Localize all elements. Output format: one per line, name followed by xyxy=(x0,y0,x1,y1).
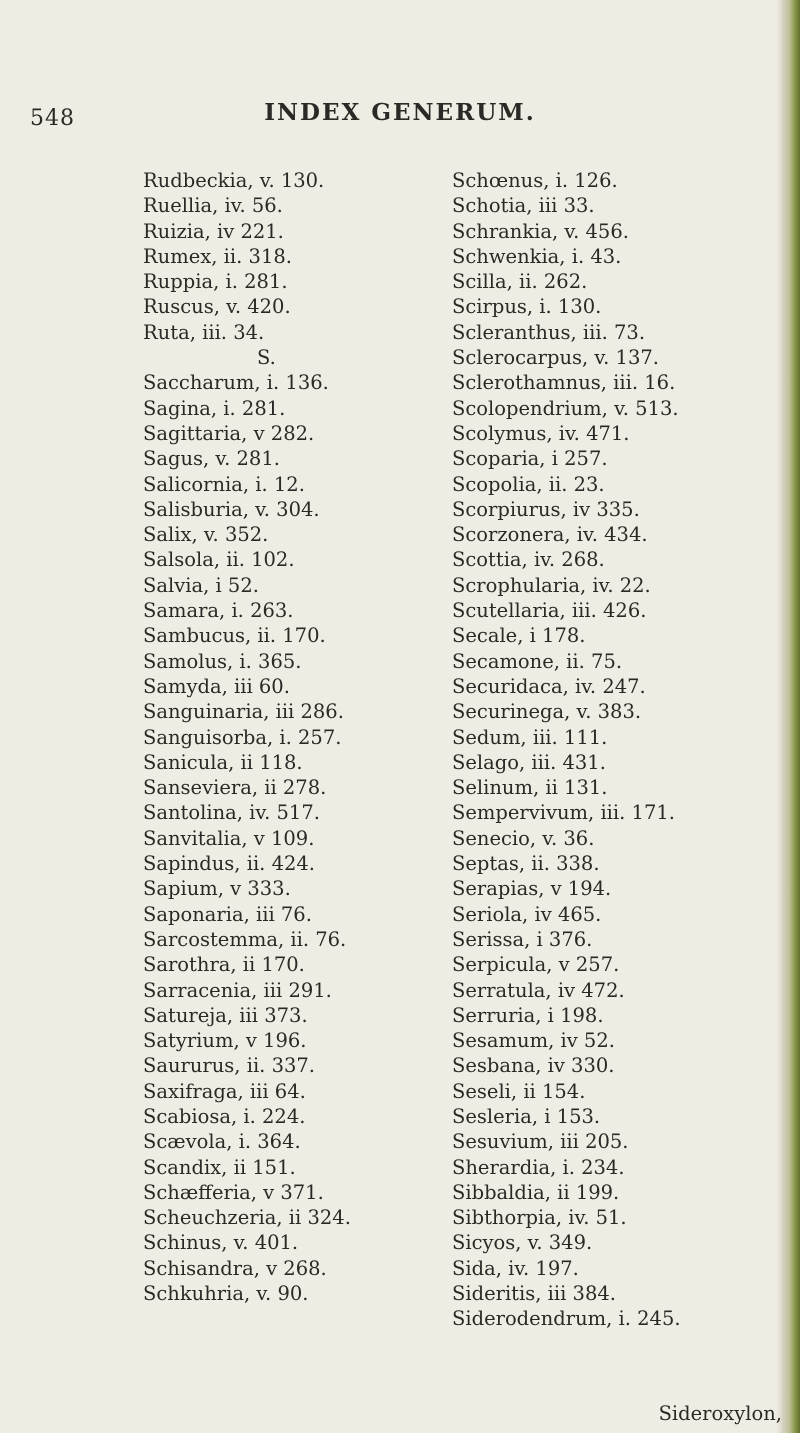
index-entry: Sesleria, i 153. xyxy=(452,1104,601,1128)
index-entry: Sesuvium, iii 205. xyxy=(452,1130,629,1154)
index-entry: Sanseviera, ii 278. xyxy=(143,776,327,800)
index-entry: Saururus, ii. 337. xyxy=(143,1054,315,1078)
index-entry: Septas, ii. 338. xyxy=(452,852,600,876)
index-entry: Sanguisorba, i. 257. xyxy=(143,725,342,749)
index-entry: Scheuchzeria, ii 324. xyxy=(143,1206,351,1230)
index-entry: Schisandra, v 268. xyxy=(143,1256,327,1280)
catchword: Sideroxylon, xyxy=(658,1402,782,1425)
index-entry: Sesamum, iv 52. xyxy=(452,1029,615,1053)
index-entry: Serratula, iv 472. xyxy=(452,978,625,1002)
index-entry: Sida, iv. 197. xyxy=(452,1256,579,1280)
index-entry: Scorzonera, iv. 434. xyxy=(452,523,648,547)
index-entry: Scleranthus, iii. 73. xyxy=(452,320,646,344)
index-entry: Schæfferia, v 371. xyxy=(143,1180,324,1204)
index-entry: Sanguinaria, iii 286. xyxy=(143,700,344,724)
index-entry: Samolus, i. 365. xyxy=(143,649,302,673)
index-entry: Scolymus, iv. 471. xyxy=(452,421,630,445)
index-entry: Santolina, iv. 517. xyxy=(143,801,320,825)
index-entry: Sagus, v. 281. xyxy=(143,447,280,471)
index-entry: Sclerocarpus, v. 137. xyxy=(452,346,659,370)
index-entry: Scolopendrium, v. 513. xyxy=(452,396,679,420)
index-entry: Selinum, ii 131. xyxy=(452,776,608,800)
page-edge-shadow xyxy=(782,0,800,1433)
index-entry: Scilla, ii. 262. xyxy=(452,270,588,294)
index-entry: Schœnus, i. 126. xyxy=(452,169,618,192)
index-entry: Satyrium, v 196. xyxy=(143,1029,307,1053)
index-entry: Serruria, i 198. xyxy=(452,1003,604,1027)
index-entry: Seriola, iv 465. xyxy=(452,902,602,926)
index-entry: Sagina, i. 281. xyxy=(143,396,286,420)
index-entry: Securidaca, iv. 247. xyxy=(452,674,646,698)
index-entry: Secale, i 178. xyxy=(452,624,586,648)
index-entry: Ruppia, i. 281. xyxy=(143,270,288,294)
index-entry: Sambucus, ii. 170. xyxy=(143,624,326,648)
index-column-right xyxy=(452,168,782,1332)
index-entry: Seseli, ii 154. xyxy=(452,1079,586,1103)
index-entry: Scoparia, i 257. xyxy=(452,447,608,471)
index-entry: Scirpus, i. 130. xyxy=(452,295,602,319)
index-entry: Saponaria, iii 76. xyxy=(143,902,312,926)
index-entry: Scabiosa, i. 224. xyxy=(143,1104,306,1128)
index-entry: Ruellia, iv. 56. xyxy=(143,194,283,218)
index-entry: Schrankia, v. 456. xyxy=(452,219,629,243)
index-entry: Ruizia, iv 221. xyxy=(143,219,284,243)
index-entry: Salix, v. 352. xyxy=(143,523,269,547)
index-entry: Sicyos, v. 349. xyxy=(452,1231,593,1255)
index-entry: Scorpiurus, iv 335. xyxy=(452,497,640,521)
index-entry: Scopolia, ii. 23. xyxy=(452,472,605,496)
index-entry: Sclerothamnus, iii. 16. xyxy=(452,371,676,395)
index-entry: Sanvitalia, v 109. xyxy=(143,826,315,850)
index-entry: Sapium, v 333. xyxy=(143,877,291,901)
index-entry: Salvia, i 52. xyxy=(143,573,259,597)
index-entry: Scrophularia, iv. 22. xyxy=(452,573,651,597)
index-entry: Saccharum, i. 136. xyxy=(143,371,329,395)
index-entry: Secamone, ii. 75. xyxy=(452,649,623,673)
index-entry: Salisburia, v. 304. xyxy=(143,497,320,521)
index-entry: Sedum, iii. 111. xyxy=(452,725,608,749)
running-head: INDEX GENERUM. xyxy=(264,99,536,126)
index-entry: Satureja, iii 373. xyxy=(143,1003,308,1027)
index-entry: Sideritis, iii 384. xyxy=(452,1282,616,1306)
index-entry: Ruta, iii. 34. xyxy=(143,320,265,344)
index-entry: Scutellaria, iii. 426. xyxy=(452,599,647,623)
index-entry: Serapias, v 194. xyxy=(452,877,612,901)
index-entry: Serissa, i 376. xyxy=(452,927,593,951)
index-entry: Siderodendrum, i. 245. xyxy=(452,1307,681,1331)
index-entry: Schwenkia, i. 43. xyxy=(452,244,622,268)
index-entry: Scottia, iv. 268. xyxy=(452,548,605,572)
index-entry: Rudbeckia, v. 130. xyxy=(143,169,325,192)
index-entry: Sibbaldia, ii 199. xyxy=(452,1180,620,1204)
index-entry: Schkuhria, v. 90. xyxy=(143,1282,309,1306)
index-entry: Serpicula, v 257. xyxy=(452,953,620,977)
index-entry: Selago, iii. 431. xyxy=(452,750,606,774)
index-entry: Scandix, ii 151. xyxy=(143,1155,296,1179)
index-entry: Sagittaria, v 282. xyxy=(143,421,315,445)
index-entry: Sarothra, ii 170. xyxy=(143,953,305,977)
index-entry: Sesbana, iv 330. xyxy=(452,1054,615,1078)
index-column-left xyxy=(143,168,463,1306)
index-entry: Sanicula, ii 118. xyxy=(143,750,303,774)
index-entry: Samara, i. 263. xyxy=(143,599,294,623)
index-entry: Sarcostemma, ii. 76. xyxy=(143,927,347,951)
index-entry: Samyda, iii 60. xyxy=(143,674,290,698)
index-entry: Sibthorpia, iv. 51. xyxy=(452,1206,627,1230)
index-entry: Senecio, v. 36. xyxy=(452,826,595,850)
index-entry: Saxifraga, iii 64. xyxy=(143,1079,306,1103)
index-entry: Sempervivum, iii. 171. xyxy=(452,801,675,825)
index-entry: Rumex, ii. 318. xyxy=(143,244,292,268)
index-entry: Securinega, v. 383. xyxy=(452,700,642,724)
index-entry: Ruscus, v. 420. xyxy=(143,295,291,319)
index-entry: Sapindus, ii. 424. xyxy=(143,852,315,876)
index-entry: Sherardia, i. 234. xyxy=(452,1155,625,1179)
letter-heading: S. xyxy=(257,346,276,370)
page-number: 548 xyxy=(30,106,75,131)
index-entry: Salsola, ii. 102. xyxy=(143,548,295,572)
index-entry: Schinus, v. 401. xyxy=(143,1231,299,1255)
index-entry: Scævola, i. 364. xyxy=(143,1130,301,1154)
index-entry: Schotia, iii 33. xyxy=(452,194,595,218)
index-entry: Salicornia, i. 12. xyxy=(143,472,305,496)
index-entry: Sarracenia, iii 291. xyxy=(143,978,332,1002)
